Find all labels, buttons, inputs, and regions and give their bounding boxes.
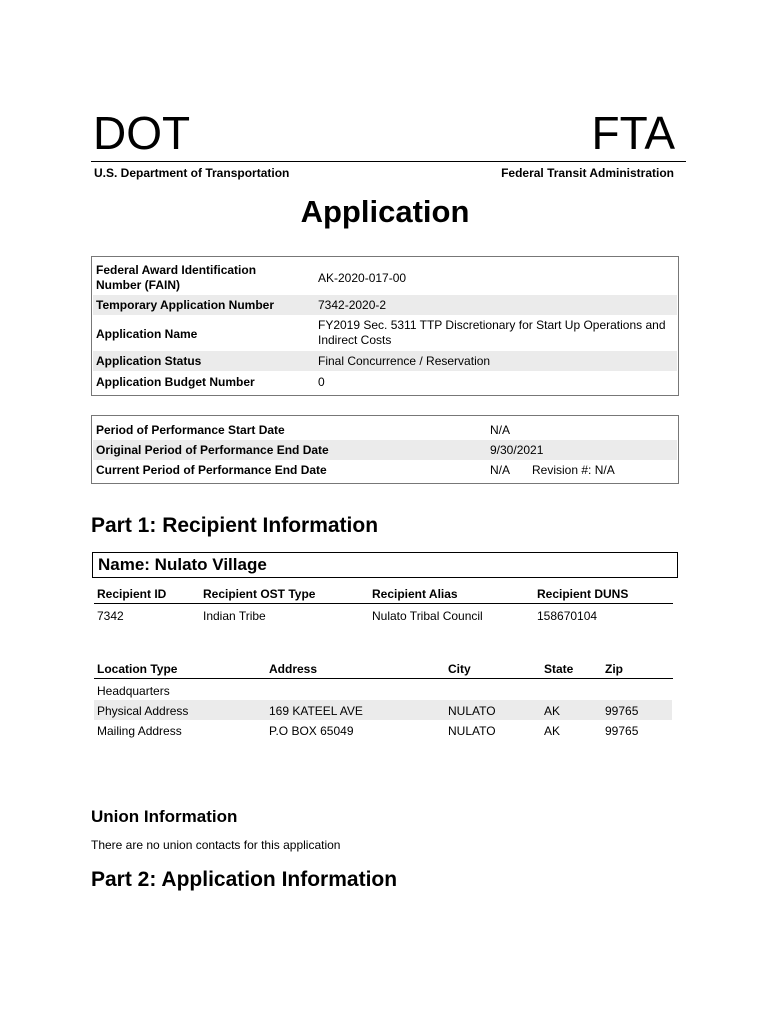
original-end-date-value: 9/30/2021: [490, 443, 544, 457]
table-row: [93, 261, 677, 295]
fta-agency-name: Federal Transit Administration: [501, 166, 674, 180]
dot-agency-name: U.S. Department of Transportation: [94, 166, 290, 180]
physical-state: AK: [544, 704, 561, 718]
application-name-label: Application Name: [96, 327, 198, 341]
location-header-rule: [94, 678, 673, 679]
performance-period-table: [91, 415, 679, 484]
col-recipient-id: Recipient ID: [97, 587, 167, 601]
table-row: [93, 371, 677, 391]
start-date-value: N/A: [490, 423, 511, 437]
page-title: Application: [300, 194, 470, 229]
physical-zip: 99765: [605, 704, 639, 718]
current-end-date-value: N/A: [490, 463, 511, 477]
recipient-name: Name: Nulato Village: [98, 555, 267, 574]
budget-number-value: 0: [318, 375, 325, 389]
recipient-alias-value: Nulato Tribal Council: [372, 609, 483, 623]
mailing-address: P.O BOX 65049: [269, 724, 354, 738]
fain-value: AK-2020-017-00: [318, 271, 407, 285]
temp-app-number-label: Temporary Application Number: [96, 298, 275, 312]
current-end-date-label: Current Period of Performance End Date: [96, 463, 327, 477]
table-row: [93, 440, 677, 460]
recipient-ost-type-value: Indian Tribe: [203, 609, 266, 623]
mailing-zip: 99765: [605, 724, 639, 738]
location-type-headquarters: Headquarters: [97, 684, 170, 698]
location-type-physical: Physical Address: [97, 704, 189, 718]
table-row: [93, 351, 677, 371]
recipient-header-rule: [94, 603, 673, 604]
col-zip: Zip: [605, 662, 623, 676]
revision-number: Revision #: N/A: [532, 463, 615, 477]
budget-number-label: Application Budget Number: [96, 375, 255, 389]
union-text: There are no union contacts for this application: [91, 838, 341, 852]
union-heading: Union Information: [91, 807, 238, 826]
col-city: City: [448, 662, 471, 676]
mailing-state: AK: [544, 724, 561, 738]
application-name-value: FY2019 Sec. 5311 TTP Discretionary for Start Up Operations and Indirect Costs: [318, 318, 666, 347]
fain-label: Federal Award Identification Number (FAIN): [96, 263, 257, 292]
col-address: Address: [269, 662, 318, 676]
col-location-type: Location Type: [97, 662, 178, 676]
table-row: [93, 460, 677, 480]
table-row: [93, 315, 677, 351]
physical-city: NULATO: [448, 704, 496, 718]
part1-heading: Part 1: Recipient Information: [91, 514, 379, 537]
fta-logo-text: FTA: [591, 107, 675, 159]
start-date-label: Period of Performance Start Date: [96, 423, 285, 437]
application-status-label: Application Status: [96, 354, 202, 368]
physical-address: 169 KATEEL AVE: [269, 704, 363, 718]
col-recipient-ost-type: Recipient OST Type: [203, 587, 316, 601]
original-end-date-label: Original Period of Performance End Date: [96, 443, 329, 457]
col-recipient-alias: Recipient Alias: [372, 587, 458, 601]
col-recipient-duns: Recipient DUNS: [537, 587, 629, 601]
application-status-value: Final Concurrence / Reservation: [318, 354, 491, 368]
part2-heading: Part 2: Application Information: [91, 868, 398, 891]
table-row: [93, 419, 677, 440]
recipient-name-box: [92, 552, 678, 578]
recipient-id-value: 7342: [97, 609, 124, 623]
mailing-city: NULATO: [448, 724, 496, 738]
dot-logo-text: DOT: [93, 107, 191, 159]
recipient-duns-value: 158670104: [537, 609, 598, 623]
location-type-mailing: Mailing Address: [97, 724, 182, 738]
table-row: [93, 295, 677, 315]
temp-app-number-value: 7342-2020-2: [318, 298, 387, 312]
col-state: State: [544, 662, 574, 676]
header-divider: [91, 161, 686, 162]
application-info-table: [91, 256, 679, 396]
